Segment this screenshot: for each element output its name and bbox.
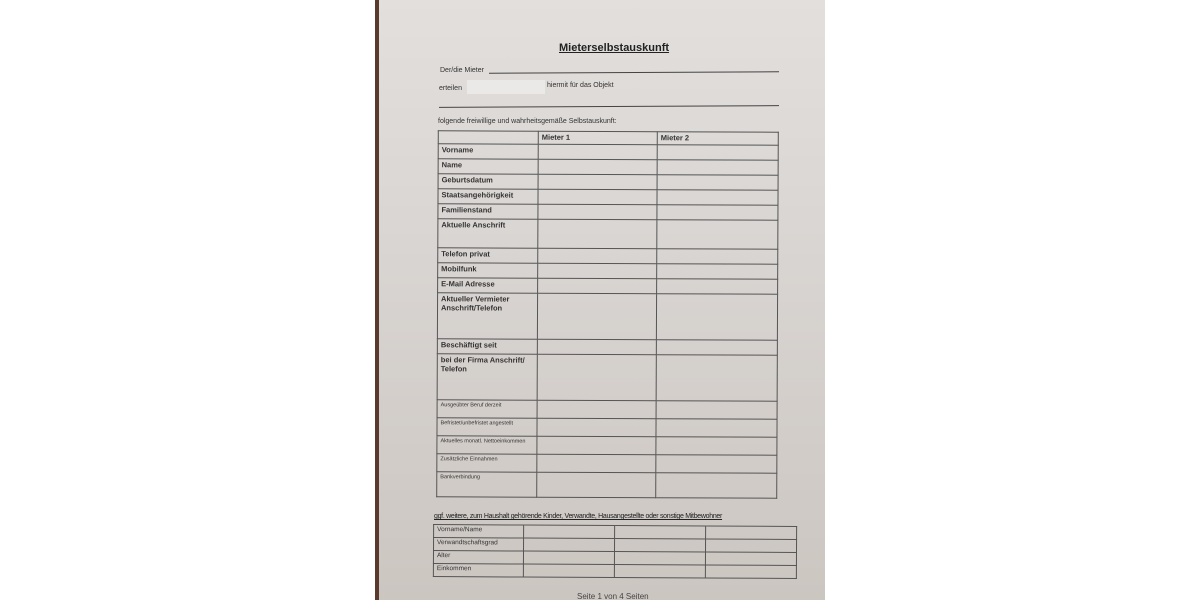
field-person-2[interactable] bbox=[615, 525, 706, 538]
field-tenant-2[interactable] bbox=[656, 473, 777, 499]
field-tenant-1[interactable] bbox=[538, 174, 657, 190]
field-tenant-2[interactable] bbox=[657, 190, 778, 206]
row-label: Ausgeübter Beruf derzeit bbox=[437, 400, 537, 418]
field-tenant-1[interactable] bbox=[537, 339, 656, 355]
field-person-1[interactable] bbox=[524, 538, 615, 551]
grant-label: erteilen bbox=[439, 85, 462, 92]
row-label: Befristet/unbefristet angestellt bbox=[437, 418, 537, 436]
page-footer: Seite 1 von 4 Seiten bbox=[577, 592, 649, 600]
row-label: Geburtsdatum bbox=[438, 174, 538, 189]
field-tenant-2[interactable] bbox=[657, 175, 778, 191]
field-tenant-1[interactable] bbox=[537, 472, 656, 498]
field-tenant-2[interactable] bbox=[657, 205, 778, 221]
field-tenant-2[interactable] bbox=[657, 220, 778, 250]
object-label: hiermit für das Objekt bbox=[547, 82, 614, 89]
field-tenant-2[interactable] bbox=[656, 340, 777, 356]
field-tenant-2[interactable] bbox=[657, 160, 778, 176]
field-tenant-2[interactable] bbox=[656, 355, 777, 402]
main-info-table bbox=[436, 130, 779, 498]
row-label: Aktuelles monatl. Nettoeinkommen bbox=[437, 436, 537, 454]
document-photo bbox=[375, 0, 825, 600]
field-tenant-1[interactable] bbox=[538, 159, 657, 175]
row-label: Staatsangehörigkeit bbox=[438, 189, 538, 204]
row-label: Aktuelle Anschrift bbox=[438, 219, 538, 248]
field-tenant-1[interactable] bbox=[537, 418, 656, 437]
field-tenant-1[interactable] bbox=[538, 263, 657, 279]
header-tenant-2: Mieter 2 bbox=[657, 132, 778, 146]
tenant-label: Der/die Mieter bbox=[440, 67, 484, 74]
row-label: Alter bbox=[433, 551, 523, 564]
paper-sheet bbox=[379, 0, 825, 600]
field-tenant-1[interactable] bbox=[537, 400, 656, 419]
field-tenant-2[interactable] bbox=[657, 249, 778, 265]
household-table bbox=[433, 524, 797, 579]
row-label: E-Mail Adresse bbox=[438, 278, 538, 293]
field-tenant-2[interactable] bbox=[656, 401, 777, 420]
row-label: Bankverbindung bbox=[437, 472, 537, 497]
field-person-3[interactable] bbox=[706, 526, 797, 539]
row-label: bei der Firma Anschrift/ Telefon bbox=[437, 354, 537, 400]
tenant-line bbox=[489, 71, 779, 74]
field-tenant-1[interactable] bbox=[538, 204, 657, 220]
field-tenant-1[interactable] bbox=[538, 248, 657, 264]
intro-text: folgende freiwillige und wahrheitsgemäße Selbstauskunft: bbox=[438, 118, 617, 125]
header-empty bbox=[438, 131, 538, 144]
field-tenant-2[interactable] bbox=[656, 294, 777, 341]
field-person-2[interactable] bbox=[614, 551, 705, 564]
object-line bbox=[439, 105, 779, 108]
field-person-1[interactable] bbox=[523, 551, 614, 564]
field-tenant-1[interactable] bbox=[538, 219, 657, 249]
field-person-3[interactable] bbox=[705, 552, 796, 565]
row-label: Einkommen bbox=[433, 564, 523, 577]
field-person-2[interactable] bbox=[614, 564, 705, 577]
field-tenant-2[interactable] bbox=[656, 455, 777, 474]
field-tenant-2[interactable] bbox=[657, 279, 778, 295]
field-tenant-1[interactable] bbox=[537, 454, 656, 473]
field-person-3[interactable] bbox=[705, 539, 796, 552]
row-label: Mobilfunk bbox=[438, 263, 538, 278]
field-tenant-1[interactable] bbox=[537, 293, 656, 340]
redacted-area bbox=[467, 80, 545, 94]
field-tenant-2[interactable] bbox=[657, 264, 778, 280]
row-label: Aktueller Vermieter Anschrift/Telefon bbox=[437, 293, 537, 339]
field-tenant-2[interactable] bbox=[656, 437, 777, 456]
field-person-1[interactable] bbox=[524, 525, 615, 538]
field-tenant-2[interactable] bbox=[656, 419, 777, 438]
row-label: Beschäftigt seit bbox=[437, 339, 537, 354]
field-person-1[interactable] bbox=[523, 564, 614, 577]
field-person-3[interactable] bbox=[705, 565, 796, 578]
field-person-2[interactable] bbox=[615, 538, 706, 551]
row-label: Verwandtschaftsgrad bbox=[434, 538, 524, 551]
document-title: Mieterselbstauskunft bbox=[559, 42, 670, 54]
household-label: ggf. weitere, zum Haushalt gehörende Kinder, Verwandte, Hausangestellte oder sonstige Mitbewohner bbox=[434, 513, 723, 520]
row-label: Name bbox=[438, 159, 538, 174]
row-label: Vorname bbox=[438, 144, 538, 159]
row-label: Zusätzliche Einnahmen bbox=[437, 454, 537, 472]
field-tenant-1[interactable] bbox=[538, 278, 657, 294]
field-tenant-1[interactable] bbox=[537, 354, 656, 401]
row-label: Familienstand bbox=[438, 204, 538, 219]
row-label: Telefon privat bbox=[438, 248, 538, 263]
field-tenant-1[interactable] bbox=[538, 144, 657, 160]
row-label: Vorname/Name bbox=[434, 525, 524, 538]
field-tenant-2[interactable] bbox=[657, 145, 778, 161]
field-tenant-1[interactable] bbox=[537, 436, 656, 455]
header-tenant-1: Mieter 1 bbox=[538, 131, 657, 145]
field-tenant-1[interactable] bbox=[538, 189, 657, 205]
